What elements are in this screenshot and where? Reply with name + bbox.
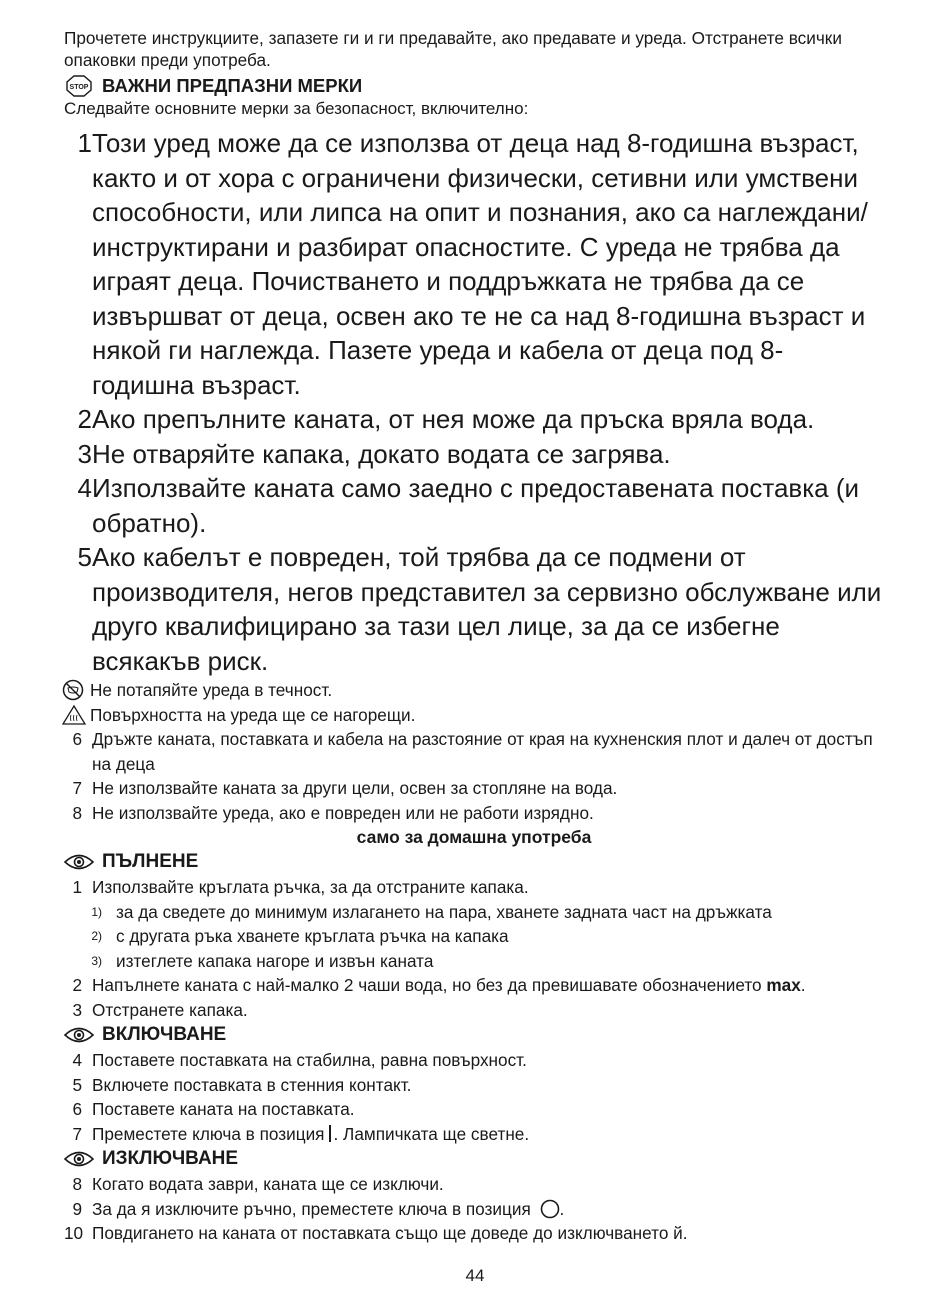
warning-text: Не потапяйте уреда в течност. (90, 680, 333, 700)
manual-page (64, 27, 884, 1246)
list-item (64, 1073, 884, 1098)
list-item (64, 973, 884, 998)
item-number: 2 (72, 975, 82, 995)
item-number: 6 (72, 729, 82, 749)
item-number: 9 (72, 1198, 82, 1219)
item-number: 5 (77, 542, 92, 572)
sub-text: за да сведете до минимум излагането на пара, хванете задната част на дръжката (116, 901, 772, 922)
item-text: Когато водата заври, каната ще се изключи. (92, 1174, 444, 1194)
list-item (64, 801, 884, 826)
list-item (64, 776, 884, 801)
filling-title: ПЪЛНЕНЕ (102, 851, 199, 872)
switch-on-heading (64, 1022, 884, 1048)
safety-title: ВАЖНИ ПРЕДПАЗНИ МЕРКИ (102, 75, 363, 96)
item-number: 3 (72, 999, 82, 1020)
list-item (64, 540, 884, 678)
list-item (64, 998, 884, 1023)
list-item (64, 1172, 884, 1197)
item-number: 7 (72, 1123, 82, 1144)
svg-text:STOP: STOP (69, 83, 89, 91)
item-text: Този уред може да се използва от деца над 8-годишна възраст, както и от хора с ограничени физически, сетивни или умствени способности, или липса на опит и познания, ако са наглеждани/ инструктирани и разбират опасностите. С уреда не трябва да играят деца. Почистването и поддръжката не трябва да се извършват от деца, освен ако те не са над 8-годишна възраст и някой ги наглежда. Пазете уреда и кабела от деца под 8-годишна възраст. (92, 128, 868, 400)
item-number: 1 (77, 128, 92, 158)
no-immerse-icon (62, 678, 90, 703)
item-text: Повдигането на каната от поставката също ще доведе до изключването й. (92, 1223, 688, 1243)
item-text: Не отваряйте капака, докато водата се загрява. (92, 438, 671, 469)
eye-icon (64, 853, 94, 871)
list-item (64, 1221, 884, 1246)
item-text: Използвайте кръглата ръчка, за да отстраните капака. (92, 877, 529, 897)
switch-off-heading (64, 1146, 884, 1172)
stop-icon (64, 75, 94, 97)
item-text: Поставете каната на поставката. (92, 1099, 355, 1119)
list-item (64, 126, 884, 402)
item-number: 3 (77, 438, 92, 469)
item-number: 1 (72, 877, 82, 897)
list-item (64, 1122, 884, 1147)
list-item (64, 1197, 884, 1222)
item-text: Преместете ключа в позиция . Лампичката ще светне. (92, 1123, 530, 1144)
filling-substeps (64, 900, 884, 974)
item-text: Отстранете капака. (92, 999, 248, 1020)
list-item (64, 1048, 884, 1073)
sub-number: 2) (91, 929, 102, 943)
item-text: Не използвайте каната за други цели, освен за стопляне на вода. (92, 778, 618, 798)
page-number: 44 (465, 1266, 485, 1285)
item-number: 7 (72, 778, 82, 798)
list-item (64, 727, 884, 776)
item-number: 4 (77, 473, 92, 503)
filling-list (64, 875, 884, 900)
item-number: 6 (72, 1099, 82, 1119)
eye-icon (64, 1150, 94, 1168)
max-mark: max (766, 975, 801, 995)
switch-off-title: ИЗКЛЮЧВАНЕ (102, 1148, 239, 1169)
item-number: 8 (72, 1174, 82, 1194)
item-text: Напълнете каната с най-малко 2 чаши вода, но без да превишавате обозначението max. (92, 975, 806, 995)
sub-item (64, 924, 884, 949)
list-item (64, 437, 884, 472)
hot-surface-icon (62, 703, 90, 728)
item-text: За да я изключите ръчно, преместете ключа в позиция . (92, 1198, 565, 1219)
item-number: 4 (72, 1050, 82, 1070)
list-item (64, 471, 884, 540)
safety-heading (64, 73, 884, 98)
intro-text: Прочетете инструкциите, запазете ги и ги предавайте, ако предавате и уреда. Отстранете всички опаковки преди употреба. (64, 28, 842, 70)
switch-on-position-icon (329, 1125, 331, 1142)
warning-text: Повърхността на уреда ще се нагорещи. (90, 704, 416, 725)
filling-list-cont (64, 973, 884, 1022)
small-list (64, 678, 884, 825)
big-list (64, 126, 884, 678)
list-item (64, 1097, 884, 1122)
switch-on-title: ВКЛЮЧВАНЕ (102, 1024, 227, 1045)
sub-text: с другата ръка хванете кръглата ръчка на капака (116, 926, 509, 946)
warning-item (64, 678, 884, 703)
item-text: Не използвайте уреда, ако е повреден или не работи изрядно. (92, 802, 594, 823)
filling-heading (64, 849, 884, 875)
item-number: 2 (77, 404, 92, 434)
item-text: Дръжте каната, поставката и кабела на разстояние от края на кухненския плот и далеч от достъп на деца (92, 729, 873, 774)
item-text: Ако кабелът е повреден, той трябва да се подмени от производителя, негов представител за сервизно обслужване или друго квалифицирано за тази цел лице, за да се избегне всякакъв риск. (92, 542, 882, 676)
item-text: Ако препълните каната, от нея може да пръска вряла вода. (92, 404, 815, 434)
eye-icon (64, 1026, 94, 1044)
sub-text: изтеглете капака нагоре и извън каната (116, 950, 434, 971)
item-number: 8 (72, 802, 82, 823)
item-text: Включете поставката в стенния контакт. (92, 1074, 412, 1095)
sub-item (64, 949, 884, 974)
warning-item (64, 703, 884, 728)
home-use-note: само за домашна употреба (356, 827, 592, 847)
list-item (64, 875, 884, 900)
switch-off-position-icon (540, 1199, 560, 1219)
switch-on-list (64, 1048, 884, 1146)
item-text: Поставете поставката на стабилна, равна повърхност. (92, 1050, 527, 1070)
item-number: 10 (64, 1223, 84, 1243)
sub-item (64, 900, 884, 925)
safety-subtitle: Следвайте основните мерки за безопасност, включително: (64, 99, 529, 118)
item-number: 5 (72, 1074, 82, 1095)
list-item (64, 402, 884, 437)
sub-number: 3) (91, 953, 102, 968)
sub-number: 1) (91, 904, 102, 919)
item-text: Използвайте каната само заедно с предоставената поставка (и обратно). (92, 473, 860, 538)
switch-off-list (64, 1172, 884, 1246)
